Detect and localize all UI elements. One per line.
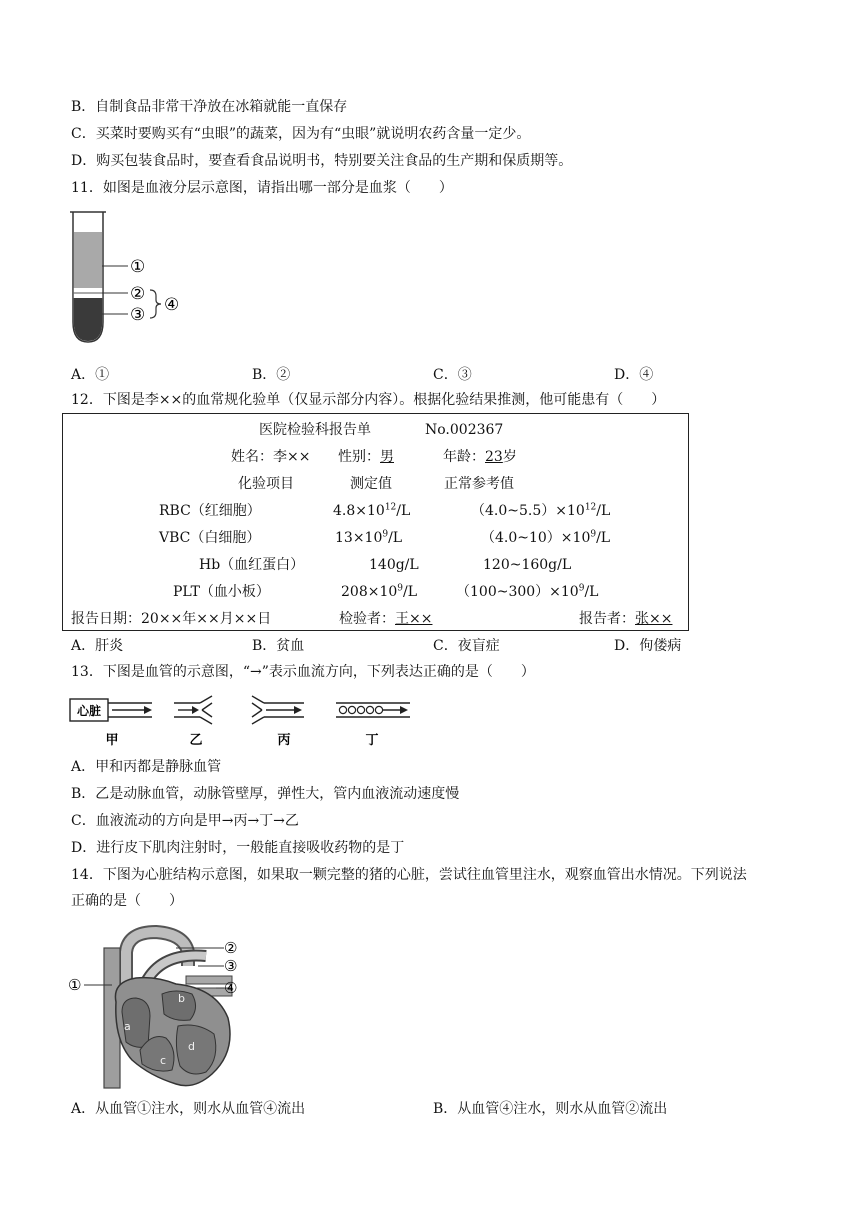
heart-label-4: ④ [224, 979, 238, 997]
report-row-value: $208\times 10^9/L$ [341, 583, 418, 600]
q10-option-d: D．购买包装食品时，要查看食品说明书，特别要关注食品的生产期和保质期等。 [71, 153, 573, 169]
report-row-item: Hb（血红蛋白） [199, 557, 305, 573]
vessel-figure [68, 694, 418, 750]
report-row-reference: $(4.0\sim 5.5)\times 10^{12}/L$ [471, 502, 611, 519]
blood-label-3: ③ [130, 305, 146, 325]
q11-option-d: D．④ [614, 367, 654, 383]
heart-figure [66, 922, 256, 1092]
vessel-label-yi: 乙 [189, 733, 203, 748]
blood-label-1: ① [130, 257, 146, 277]
q12-option-c: C．夜盲症 [433, 638, 500, 654]
q13-option-c: C．血液流动的方向是甲→丙→丁→乙 [71, 813, 299, 829]
q11-option-a: A．① [71, 367, 110, 383]
blood-layer-figure [68, 210, 198, 350]
report-name: 姓名：李×× [231, 449, 311, 465]
heart-label-a: a [124, 1020, 131, 1033]
report-header-item: 化验项目 [238, 476, 294, 492]
vessel-label-bing: 丙 [277, 733, 291, 748]
heart-label-b: b [178, 992, 185, 1005]
report-row-item: VBC（白细胞） [159, 530, 261, 546]
report-row-value: 140g/L [369, 557, 419, 573]
q11-stem: 11．如图是血液分层示意图，请指出哪一部分是血浆（ ） [71, 180, 453, 196]
q12-option-b: B．贫血 [252, 638, 305, 654]
heart-box-label: 心脏 [76, 704, 102, 718]
report-header-reference: 正常参考值 [444, 476, 514, 492]
report-row-value: $13\times 10^9/L$ [335, 529, 403, 546]
report-row-reference: $(4.0\sim 10)\times 10^9/L$ [481, 529, 611, 546]
q12-option-d: D．佝偻病 [614, 638, 682, 654]
report-row-reference: $(100\sim 300)\times 10^9/L$ [456, 583, 599, 600]
q11-option-c: C．③ [433, 367, 472, 383]
heart-label-3: ③ [224, 957, 238, 975]
report-age: 年龄：23岁 [443, 449, 517, 465]
report-reporter: 报告者：张×× [579, 611, 673, 627]
q10-option-c: C．买菜时要购买有“虫眼”的蔬菜，因为有“虫眼”就说明农药含量一定少。 [71, 126, 531, 142]
q11-option-b: B．② [252, 367, 291, 383]
q10-option-b: B．自制食品非常干净放在冰箱就能一直保存 [71, 99, 348, 115]
lab-report [62, 413, 689, 631]
q14-option-b: B．从血管④注水，则水从血管②流出 [433, 1101, 668, 1117]
heart-label-2: ② [224, 939, 238, 957]
heart-label-d: d [188, 1040, 195, 1053]
q14-stem-line2: 正确的是（ ） [71, 893, 183, 909]
q12-stem: 12．下图是李××的血常规化验单（仅显示部分内容）。根据化验结果推测，他可能患有（ ） [71, 392, 666, 408]
q13-option-a: A．甲和丙都是静脉血管 [71, 759, 222, 775]
q14-stem-line1: 14．下图为心脏结构示意图，如果取一颗完整的猪的心脏，尝试往血管里注水，观察血管出水情况。下列说法 [71, 867, 747, 883]
report-checker: 检验者：王×× [339, 611, 433, 627]
report-row-item: RBC（红细胞） [159, 503, 261, 519]
q13-option-d: D．进行皮下肌肉注射时，一般能直接吸收药物的是丁 [71, 840, 405, 856]
heart-label-c: c [160, 1054, 167, 1067]
heart-label-1: ① [68, 976, 82, 994]
blood-label-4: ④ [164, 295, 180, 315]
report-number: No.002367 [425, 422, 504, 438]
report-row-reference: 120~160g/L [483, 557, 572, 573]
report-row-value: $4.8\times 10^{12}/L$ [333, 502, 411, 519]
blood-label-2: ② [130, 284, 146, 304]
report-date: 报告日期：20××年××月××日 [71, 611, 272, 627]
report-row-item: PLT（血小板） [173, 584, 270, 600]
q13-option-b: B．乙是动脉血管，动脉管壁厚，弹性大，管内血液流动速度慢 [71, 786, 460, 802]
q12-option-a: A．肝炎 [71, 638, 124, 654]
vessel-label-ding: 丁 [365, 733, 379, 748]
report-sex: 性别：男 [338, 449, 394, 465]
q13-stem: 13．下图是血管的示意图，“→”表示血流方向，下列表达正确的是（ ） [71, 664, 535, 680]
q14-option-a: A．从血管①注水，则水从血管④流出 [71, 1101, 306, 1117]
report-title: 医院检验科报告单 [259, 422, 371, 438]
report-header-value: 测定值 [350, 476, 392, 492]
vessel-label-jia: 甲 [105, 733, 119, 748]
